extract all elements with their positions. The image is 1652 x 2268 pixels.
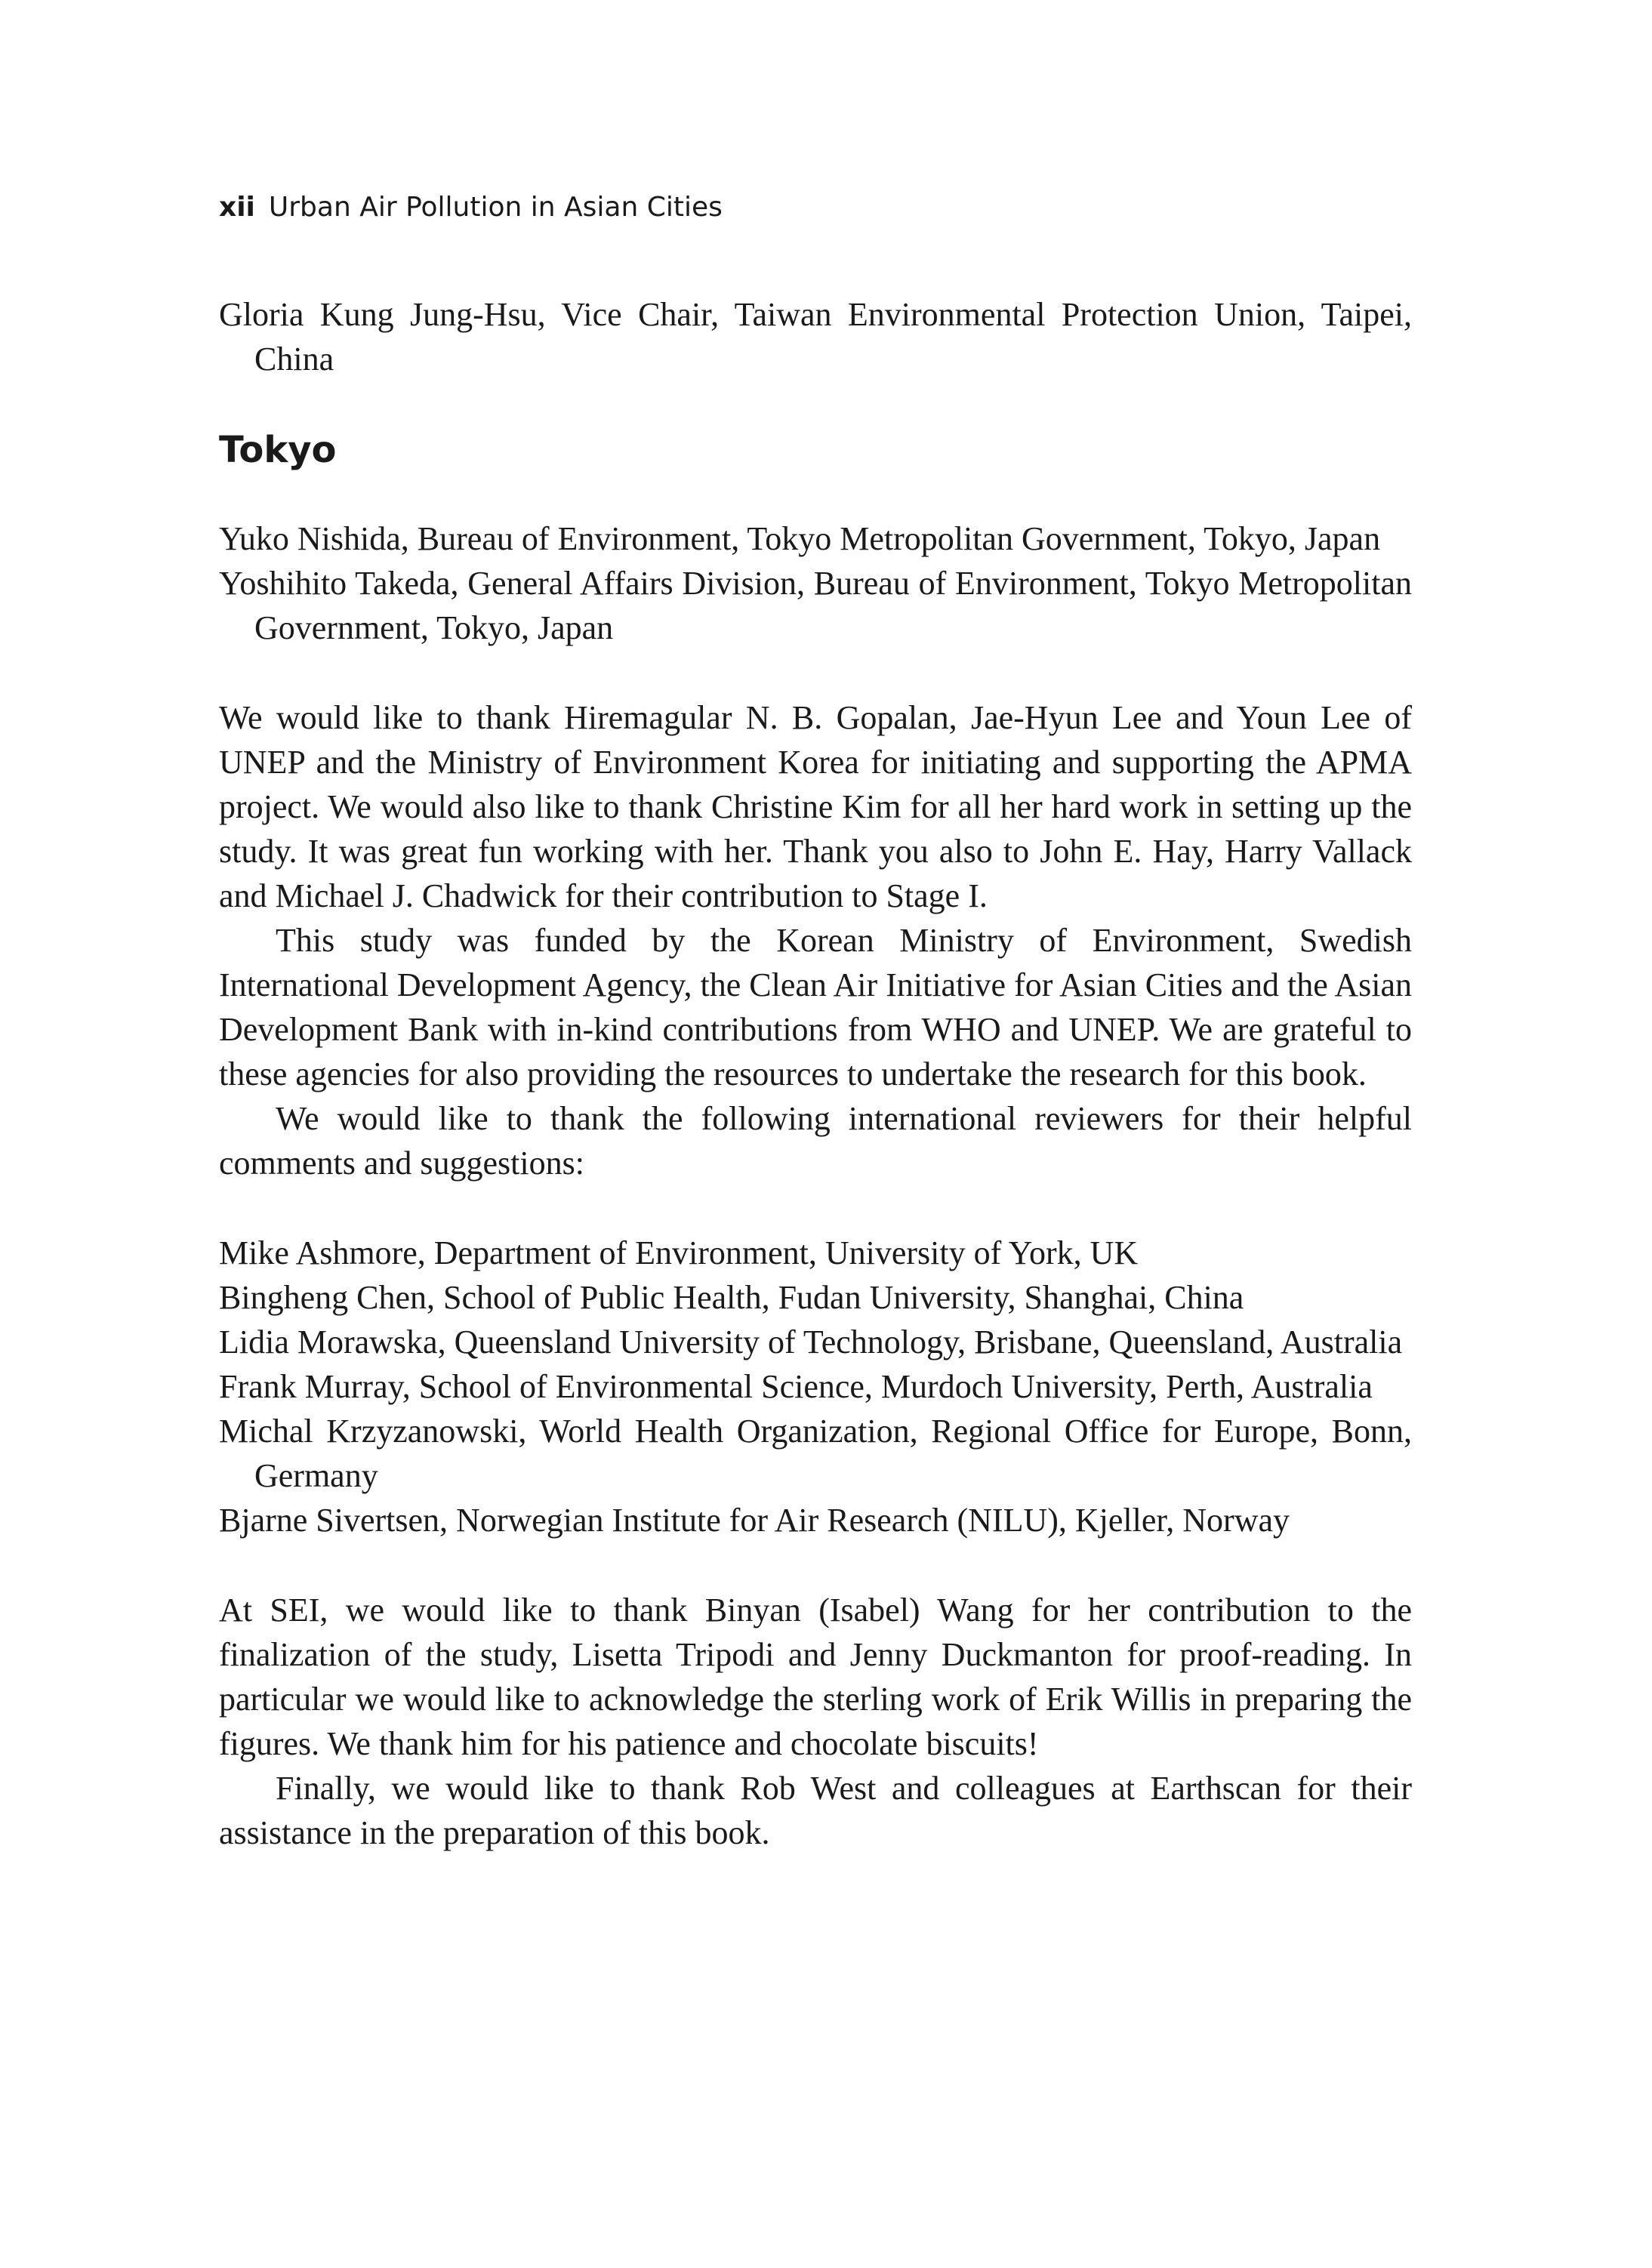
acknowledgement-paragraph: At SEI, we would like to thank Binyan (Isabel) Wang for her contribution to the finalization of the study, Lisetta Tripodi and Jenny Duckmanton for proof-reading. In particular we would like to acknowledge the sterling work of Erik Willis in preparing the figures. We thank him for his patience and chocolate biscuits! [219,1592,1412,1762]
acknowledgement-paragraph: Finally, we would like to thank Rob West and colleagues at Earthscan for their assistance in the preparation of this book. [219,1770,1412,1851]
acknowledgement-paragraph: We would like to thank the following international reviewers for their helpful comments and suggestions: [219,1100,1412,1182]
section-heading-tokyo: Tokyo [219,429,337,471]
contributor-entry: Yoshihito Takeda, General Affairs Division, Bureau of Environment, Tokyo Metropolitan Government, Tokyo, Japan [219,565,1412,646]
closing-acknowledgements [219,1588,1412,1855]
acknowledgement-paragraph: We would like to thank Hiremagular N. B. Gopalan, Jae-Hyun Lee and Youn Lee of UNEP and the Ministry of Environment Korea for initiating and supporting the APMA project. We would also like to thank Christine Kim for all her hard work in setting up the study. It was great fun working with her. Thank you also to John E. Hay, Harry Vallack and Michael J. Chadwick for their contribution to Stage I. [219,699,1412,914]
acknowledgements [219,695,1412,1185]
reviewer-entry: Frank Murray, School of Environmental Science, Murdoch University, Perth, Australia [219,1368,1373,1405]
book-page [219,189,1412,1855]
reviewer-entry: Bjarne Sivertsen, Norwegian Institute for Air Research (NILU), Kjeller, Norway [219,1502,1290,1539]
book-title: Urban Air Pollution in Asian Cities [268,192,723,223]
reviewer-entry: Lidia Morawska, Queensland University of Technology, Brisbane, Queensland, Australia [219,1324,1403,1360]
reviewer-entry: Michal Krzyzanowski, World Health Organization, Regional Office for Europe, Bonn, Germany [219,1413,1412,1494]
page-number: xii [219,192,255,223]
tokyo-contributors [219,516,1412,650]
taipei-contributors [219,292,1412,381]
reviewer-list [219,1231,1412,1542]
running-head [219,189,1412,226]
reviewer-entry: Mike Ashmore, Department of Environment, University of York, UK [219,1234,1139,1271]
reviewer-entry: Bingheng Chen, School of Public Health, Fudan University, Shanghai, China [219,1279,1244,1316]
contributor-entry: Yuko Nishida, Bureau of Environment, Tokyo Metropolitan Government, Tokyo, Japan [219,520,1381,557]
acknowledgement-paragraph: This study was funded by the Korean Ministry of Environment, Swedish International Development Agency, the Clean Air Initiative for Asian Cities and the Asian Development Bank with in-kind contributions from WHO and UNEP. We are grateful to these agencies for also providing the resources to undertake the research for this book. [219,922,1412,1092]
contributor-entry: Gloria Kung Jung-Hsu, Vice Chair, Taiwan Environmental Protection Union, Taipei, China [219,296,1412,377]
